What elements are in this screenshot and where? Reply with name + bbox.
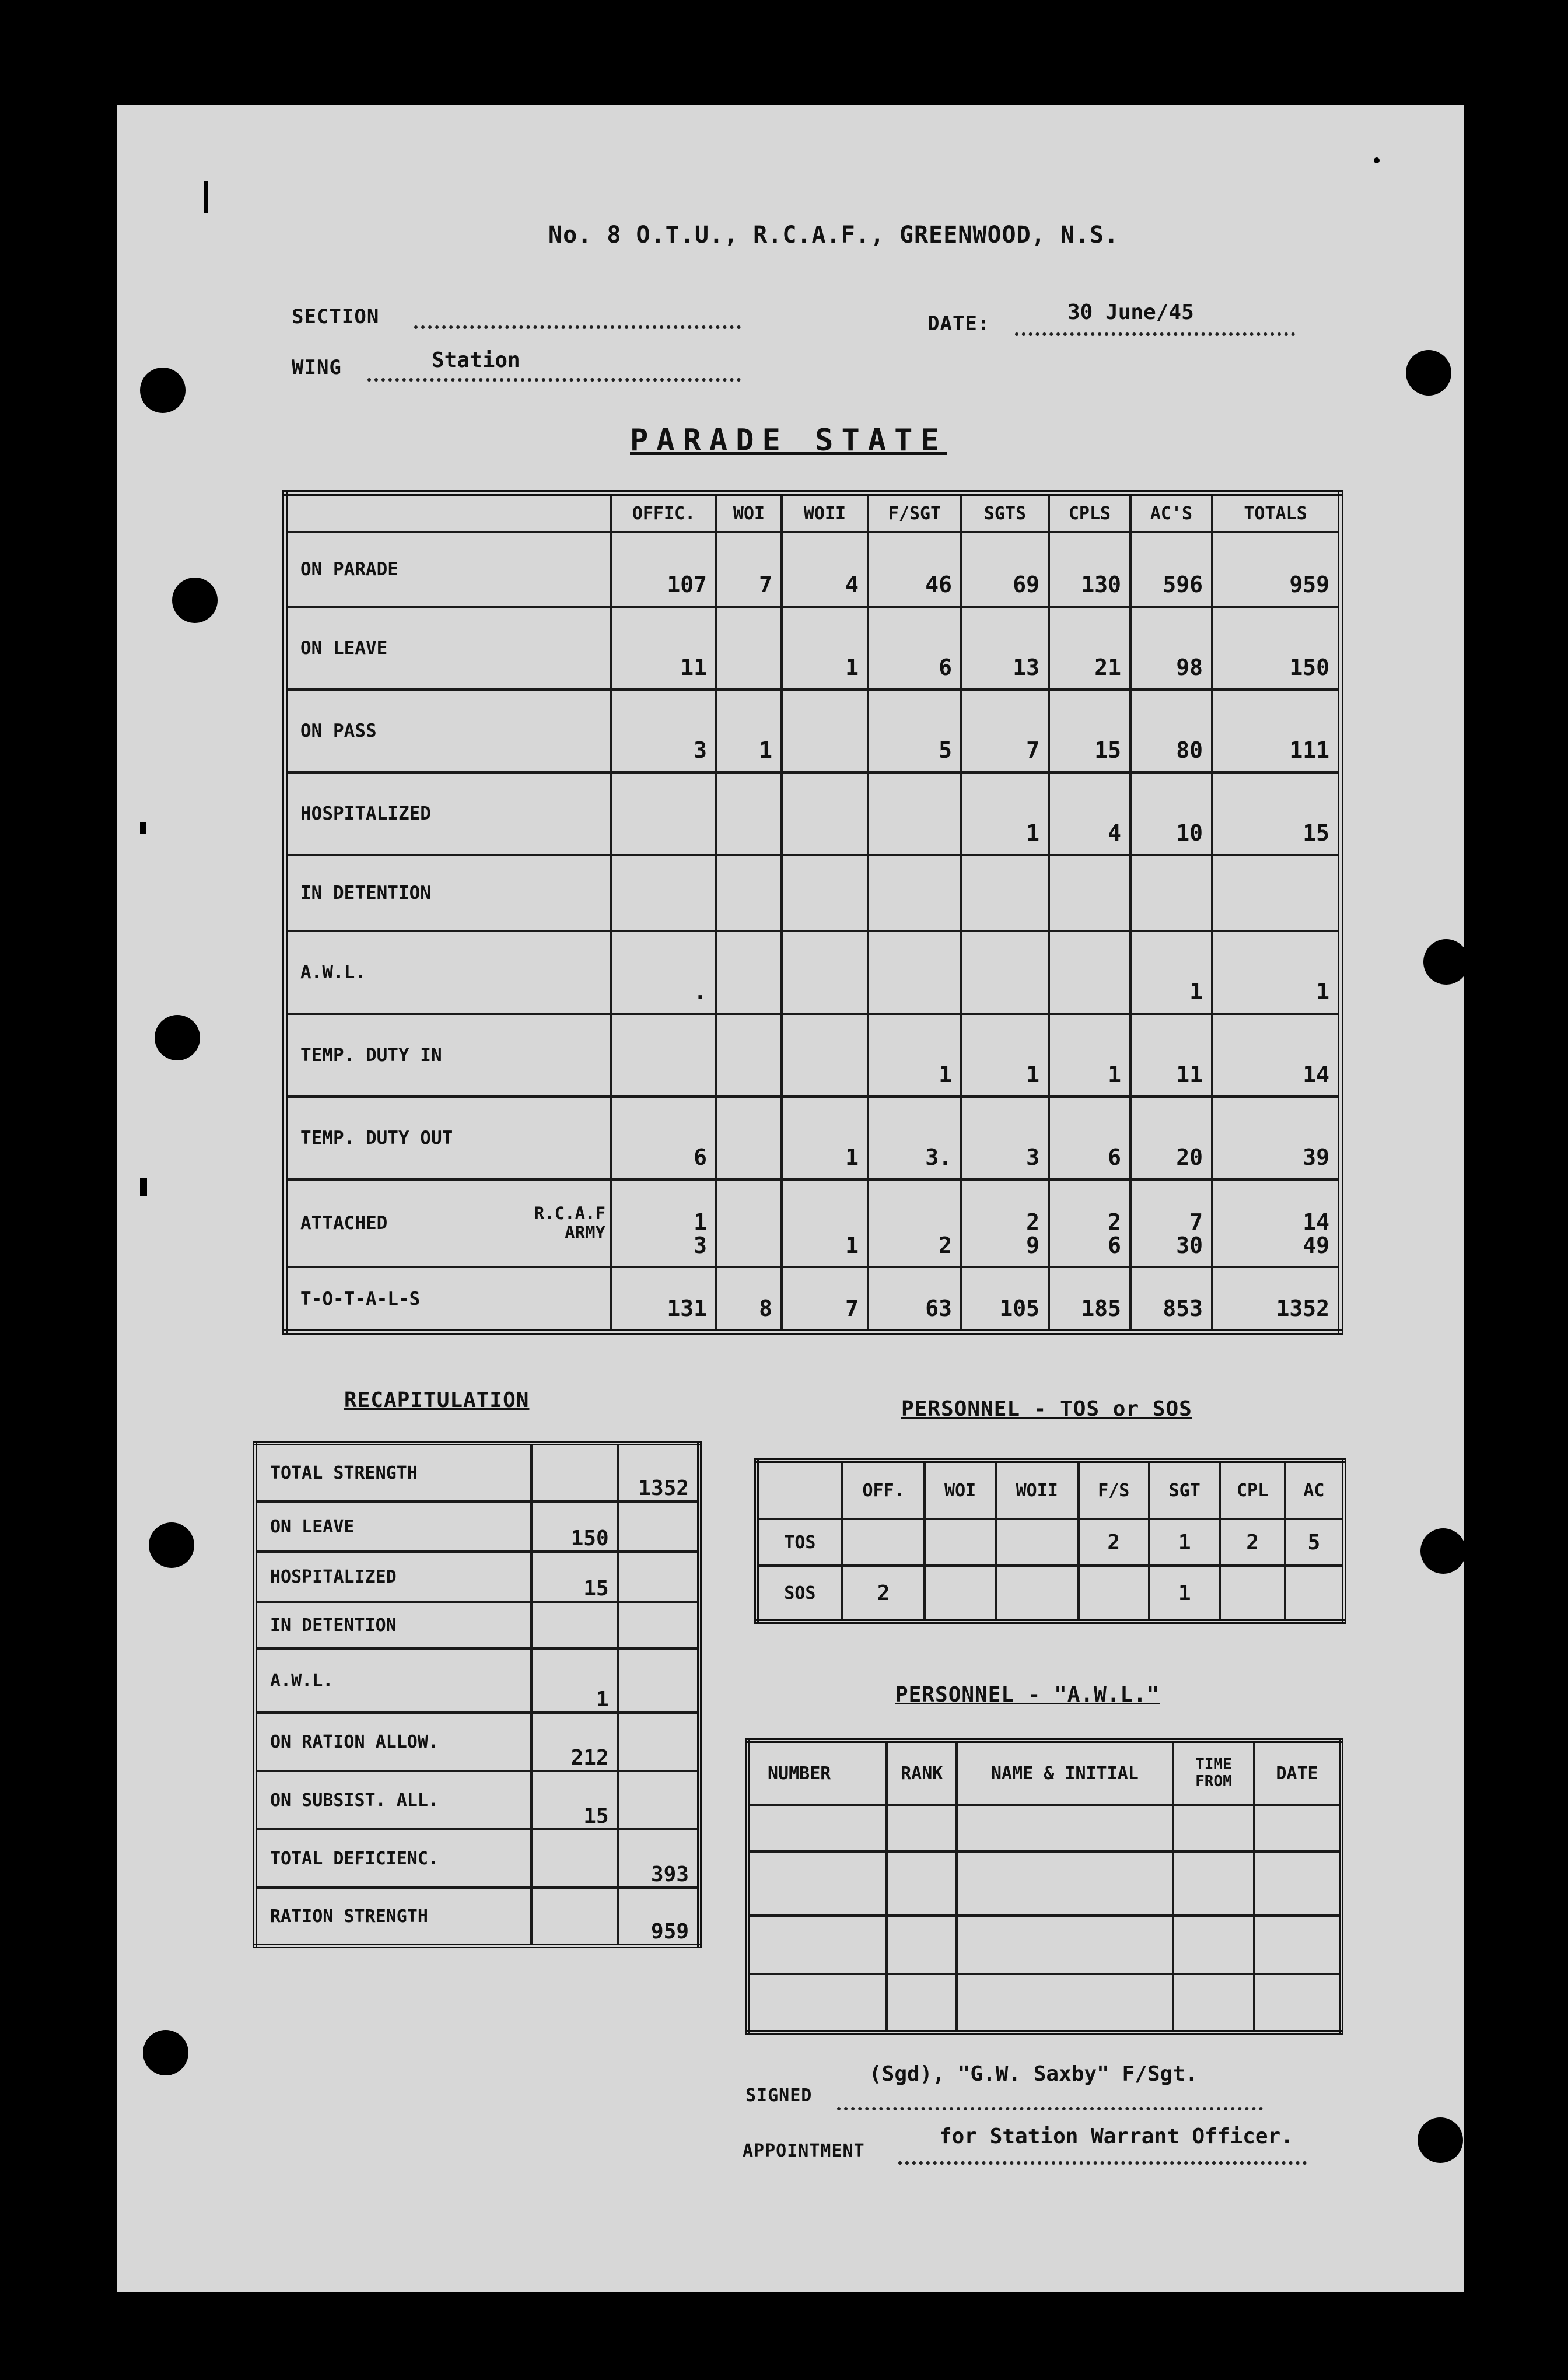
wing-value: Station	[432, 348, 520, 372]
row-label: ON PARADE	[285, 532, 611, 607]
total-cell: 63	[868, 1267, 961, 1332]
recapitulation-table	[253, 1441, 702, 1948]
table-cell	[957, 1974, 1173, 2032]
table-cell: 3	[961, 1097, 1049, 1180]
table-cell: 1	[1212, 931, 1340, 1014]
table-cell: 4	[782, 532, 868, 607]
table-cell: 15	[531, 1552, 618, 1602]
table-row	[255, 1888, 699, 1946]
table-cell: 98	[1130, 607, 1212, 690]
table-cell	[716, 855, 782, 931]
table-cell	[957, 1916, 1173, 1974]
punch-hole	[149, 1522, 194, 1568]
table-cell	[618, 1502, 699, 1552]
table-cell: 1	[531, 1648, 618, 1713]
table-cell: 3.	[868, 1097, 961, 1180]
row-label: A.W.L.	[285, 931, 611, 1014]
table-cell	[748, 1852, 887, 1916]
table-cell	[748, 1916, 887, 1974]
table-cell: .	[611, 931, 716, 1014]
table-cell: 1	[961, 1014, 1049, 1097]
table-cell: 80	[1130, 690, 1212, 772]
table-cell: 20	[1130, 1097, 1212, 1180]
row-label: TOTAL DEFICIENC.	[255, 1829, 531, 1888]
attached-rcaf-value: 14	[1303, 1209, 1329, 1236]
table-row	[748, 1805, 1341, 1852]
table-cell: 11	[1130, 1014, 1212, 1097]
attached-army-value: 9	[1026, 1233, 1040, 1259]
table-cell: 6	[868, 607, 961, 690]
table-cell	[611, 1014, 716, 1097]
row-label: ON PASS	[285, 690, 611, 772]
table-cell: 11	[611, 607, 716, 690]
table-row	[757, 1566, 1344, 1622]
total-cell: 853	[1130, 1267, 1212, 1332]
table-row	[255, 1602, 699, 1648]
attached-rcaf-value: 7	[1189, 1209, 1203, 1236]
table-cell	[531, 1443, 618, 1502]
attached-army-value: 30	[1176, 1233, 1203, 1259]
punch-hole	[172, 578, 218, 623]
table-cell	[868, 855, 961, 931]
column-header: CPL	[1220, 1461, 1284, 1519]
total-cell: 7	[782, 1267, 868, 1332]
table-cell: 15	[1049, 690, 1130, 772]
row-label: TOS	[757, 1519, 842, 1566]
wing-line	[368, 378, 741, 382]
attached-rcaf-value: 2	[939, 1233, 952, 1259]
table-cell: 21	[1049, 607, 1130, 690]
column-header: SGTS	[961, 493, 1049, 532]
signed-value: (Sgd), "G.W. Saxby" F/Sgt.	[869, 2062, 1198, 2086]
table-cell	[782, 1180, 868, 1267]
table-cell	[868, 1180, 961, 1267]
table-cell	[618, 1713, 699, 1771]
parade-state-table	[282, 490, 1343, 1335]
attached-rcaf-value: 1	[694, 1209, 707, 1236]
table-cell: 1	[782, 1097, 868, 1180]
appointment-value: for Station Warrant Officer.	[939, 2124, 1293, 2148]
table-cell	[531, 1829, 618, 1888]
table-cell: 46	[868, 532, 961, 607]
attached-label: ATTACHED	[300, 1213, 388, 1234]
table-cell	[868, 772, 961, 855]
row-label: IN DETENTION	[255, 1602, 531, 1648]
table-cell	[748, 1974, 887, 2032]
punch-hole	[140, 368, 186, 413]
table-cell	[887, 1974, 957, 2032]
table-cell	[887, 1805, 957, 1852]
tos-header-row	[757, 1461, 1344, 1519]
parade-header-row	[285, 493, 1340, 532]
document-page	[117, 105, 1464, 2292]
attached-army-value: 6	[1108, 1233, 1121, 1259]
column-header: NUMBER	[748, 1741, 887, 1805]
table-cell	[618, 1771, 699, 1829]
signed-line	[837, 2107, 1263, 2110]
table-cell	[716, 772, 782, 855]
attached-rcaf-value: 2	[1026, 1209, 1040, 1236]
table-cell: 959	[1212, 532, 1340, 607]
table-cell: 2	[1220, 1519, 1284, 1566]
awl-table	[746, 1738, 1343, 2035]
table-row	[255, 1552, 699, 1602]
table-cell: 7	[961, 690, 1049, 772]
column-header: AC	[1285, 1461, 1344, 1519]
table-cell: 1	[716, 690, 782, 772]
table-cell: 6	[611, 1097, 716, 1180]
table-cell	[611, 1180, 716, 1267]
table-cell	[1212, 855, 1340, 931]
row-label: TEMP. DUTY OUT	[285, 1097, 611, 1180]
table-cell: 2	[1079, 1519, 1149, 1566]
column-header: TIME FROM	[1173, 1741, 1254, 1805]
table-cell: 6	[1049, 1097, 1130, 1180]
attached-rcaf-value: 2	[1108, 1209, 1121, 1236]
table-cell	[1173, 1852, 1254, 1916]
table-cell: 1	[1049, 1014, 1130, 1097]
punch-hole	[1406, 350, 1451, 396]
row-label: SOS	[757, 1566, 842, 1622]
table-cell	[716, 1180, 782, 1267]
table-row	[255, 1771, 699, 1829]
table-cell	[996, 1519, 1079, 1566]
table-cell	[716, 607, 782, 690]
table-cell	[842, 1519, 925, 1566]
table-cell: 1	[1149, 1566, 1220, 1622]
table-cell	[1254, 1852, 1341, 1916]
table-cell	[868, 931, 961, 1014]
table-cell	[1130, 855, 1212, 931]
table-cell: 2	[842, 1566, 925, 1622]
table-cell	[611, 772, 716, 855]
table-row	[748, 1916, 1341, 1974]
tos-sos-table	[754, 1458, 1346, 1624]
table-cell: 15	[531, 1771, 618, 1829]
table-cell	[531, 1888, 618, 1946]
row-label: A.W.L.	[255, 1648, 531, 1713]
column-header	[285, 493, 611, 532]
table-cell: 15	[1212, 772, 1340, 855]
attached-row	[285, 1180, 1340, 1267]
table-row	[285, 690, 1340, 772]
table-row	[757, 1519, 1344, 1566]
total-cell: 131	[611, 1267, 716, 1332]
unit-heading: No. 8 O.T.U., R.C.A.F., GREENWOOD, N.S.	[548, 222, 1119, 249]
table-cell: 212	[531, 1713, 618, 1771]
table-cell	[961, 931, 1049, 1014]
row-label: TOTAL STRENGTH	[255, 1443, 531, 1502]
total-cell: 185	[1049, 1267, 1130, 1332]
table-row	[255, 1648, 699, 1713]
table-row	[285, 855, 1340, 931]
total-cell: 105	[961, 1267, 1049, 1332]
attached-army-value: 3	[694, 1233, 707, 1259]
table-cell: 39	[1212, 1097, 1340, 1180]
table-cell	[1049, 931, 1130, 1014]
table-cell	[1173, 1805, 1254, 1852]
table-cell	[925, 1566, 995, 1622]
signed-label: SIGNED	[746, 2085, 813, 2106]
table-cell	[1212, 1180, 1340, 1267]
column-header: WOII	[782, 493, 868, 532]
total-cell: 8	[716, 1267, 782, 1332]
table-cell	[1254, 1805, 1341, 1852]
table-row	[285, 931, 1340, 1014]
table-cell	[1049, 855, 1130, 931]
table-cell: 596	[1130, 532, 1212, 607]
table-cell	[716, 1097, 782, 1180]
table-row	[255, 1829, 699, 1888]
table-row	[285, 607, 1340, 690]
punch-hole	[143, 2030, 188, 2076]
table-cell: 13	[961, 607, 1049, 690]
column-header: RANK	[887, 1741, 957, 1805]
table-cell	[782, 855, 868, 931]
table-cell	[996, 1566, 1079, 1622]
table-cell: 130	[1049, 532, 1130, 607]
wing-label: WING	[292, 356, 342, 379]
table-cell: 1352	[618, 1443, 699, 1502]
table-row	[285, 1014, 1340, 1097]
tos-title: PERSONNEL - TOS or SOS	[901, 1397, 1192, 1421]
table-cell	[782, 931, 868, 1014]
table-cell: 5	[868, 690, 961, 772]
table-cell: 1	[1130, 931, 1212, 1014]
row-label: T-O-T-A-L-S	[285, 1267, 611, 1332]
column-header: OFF.	[842, 1461, 925, 1519]
table-cell: 150	[1212, 607, 1340, 690]
table-cell	[1130, 1180, 1212, 1267]
table-cell: 7	[716, 532, 782, 607]
column-header: NAME & INITIAL	[957, 1741, 1173, 1805]
table-cell	[1254, 1916, 1341, 1974]
attached-army-label: ARMY	[565, 1223, 606, 1242]
punch-hole	[1420, 1528, 1466, 1574]
table-row	[255, 1502, 699, 1552]
awl-title: PERSONNEL - "A.W.L."	[895, 1683, 1160, 1707]
table-row	[748, 1974, 1341, 2032]
punch-hole	[1418, 2118, 1463, 2163]
table-cell: 959	[618, 1888, 699, 1946]
attached-rcaf-label: R.C.A.F	[534, 1203, 606, 1223]
table-cell	[1079, 1566, 1149, 1622]
table-cell: 393	[618, 1829, 699, 1888]
column-header: OFFIC.	[611, 493, 716, 532]
recap-title: RECAPITULATION	[344, 1388, 530, 1412]
table-cell: 1	[782, 607, 868, 690]
column-header: SGT	[1149, 1461, 1220, 1519]
table-cell	[716, 931, 782, 1014]
row-label: RATION STRENGTH	[255, 1888, 531, 1946]
attached-army-value: 1	[845, 1233, 859, 1259]
table-cell: 69	[961, 532, 1049, 607]
table-row	[255, 1443, 699, 1502]
date-line	[1015, 332, 1295, 336]
table-cell: 107	[611, 532, 716, 607]
table-cell: 1	[1149, 1519, 1220, 1566]
table-cell	[782, 772, 868, 855]
table-cell: 4	[1049, 772, 1130, 855]
table-cell	[618, 1648, 699, 1713]
table-cell	[1254, 1974, 1341, 2032]
table-cell	[887, 1916, 957, 1974]
appointment-line	[898, 2161, 1307, 2165]
table-cell	[957, 1852, 1173, 1916]
date-value: 30 June/45	[1068, 300, 1194, 324]
table-cell: 10	[1130, 772, 1212, 855]
table-cell: 14	[1212, 1014, 1340, 1097]
column-header: WOI	[716, 493, 782, 532]
total-cell: 1352	[1212, 1267, 1340, 1332]
table-cell	[1220, 1566, 1284, 1622]
table-cell	[782, 1014, 868, 1097]
column-header: WOI	[925, 1461, 995, 1519]
attached-army-value: 49	[1303, 1233, 1329, 1259]
row-label: ON LEAVE	[285, 607, 611, 690]
table-cell	[961, 1180, 1049, 1267]
section-line	[414, 326, 741, 329]
table-row	[285, 772, 1340, 855]
totals-row	[285, 1267, 1340, 1332]
ink-mark	[140, 1178, 147, 1196]
row-label: HOSPITALIZED	[255, 1552, 531, 1602]
row-label: ON RATION ALLOW.	[255, 1713, 531, 1771]
table-cell	[1173, 1974, 1254, 2032]
table-cell	[716, 1014, 782, 1097]
table-cell	[1285, 1566, 1344, 1622]
ink-mark	[1374, 158, 1380, 163]
table-cell	[618, 1602, 699, 1648]
table-cell	[618, 1552, 699, 1602]
table-cell	[1049, 1180, 1130, 1267]
table-cell: 1	[961, 772, 1049, 855]
awl-header-row	[748, 1741, 1341, 1805]
table-cell	[531, 1602, 618, 1648]
appointment-label: APPOINTMENT	[743, 2141, 865, 2161]
column-header: F/S	[1079, 1461, 1149, 1519]
table-cell	[887, 1852, 957, 1916]
table-row	[285, 532, 1340, 607]
punch-hole	[1423, 939, 1469, 985]
row-label: ON LEAVE	[255, 1502, 531, 1552]
table-cell	[1173, 1916, 1254, 1974]
row-label: IN DETENTION	[285, 855, 611, 931]
table-cell	[925, 1519, 995, 1566]
parade-state-title: PARADE STATE	[630, 423, 947, 458]
table-cell	[611, 855, 716, 931]
ink-mark	[204, 181, 208, 213]
row-label	[285, 1180, 611, 1267]
punch-hole	[155, 1015, 200, 1060]
column-header	[757, 1461, 842, 1519]
table-cell	[748, 1805, 887, 1852]
ink-mark	[140, 822, 146, 834]
table-cell: 111	[1212, 690, 1340, 772]
column-header: AC'S	[1130, 493, 1212, 532]
table-row	[285, 1097, 1340, 1180]
column-header: TOTALS	[1212, 493, 1340, 532]
table-cell	[961, 855, 1049, 931]
column-header: DATE	[1254, 1741, 1341, 1805]
table-cell: 1	[868, 1014, 961, 1097]
table-cell	[957, 1805, 1173, 1852]
table-cell: 3	[611, 690, 716, 772]
table-row	[255, 1713, 699, 1771]
table-cell	[782, 690, 868, 772]
table-cell: 150	[531, 1502, 618, 1552]
row-label: ON SUBSIST. ALL.	[255, 1771, 531, 1829]
table-cell: 5	[1285, 1519, 1344, 1566]
column-header: CPLS	[1049, 493, 1130, 532]
column-header: WOII	[996, 1461, 1079, 1519]
date-label: DATE:	[928, 312, 991, 335]
section-label: SECTION	[292, 305, 380, 328]
row-label: TEMP. DUTY IN	[285, 1014, 611, 1097]
column-header: F/SGT	[868, 493, 961, 532]
table-row	[748, 1852, 1341, 1916]
row-label: HOSPITALIZED	[285, 772, 611, 855]
